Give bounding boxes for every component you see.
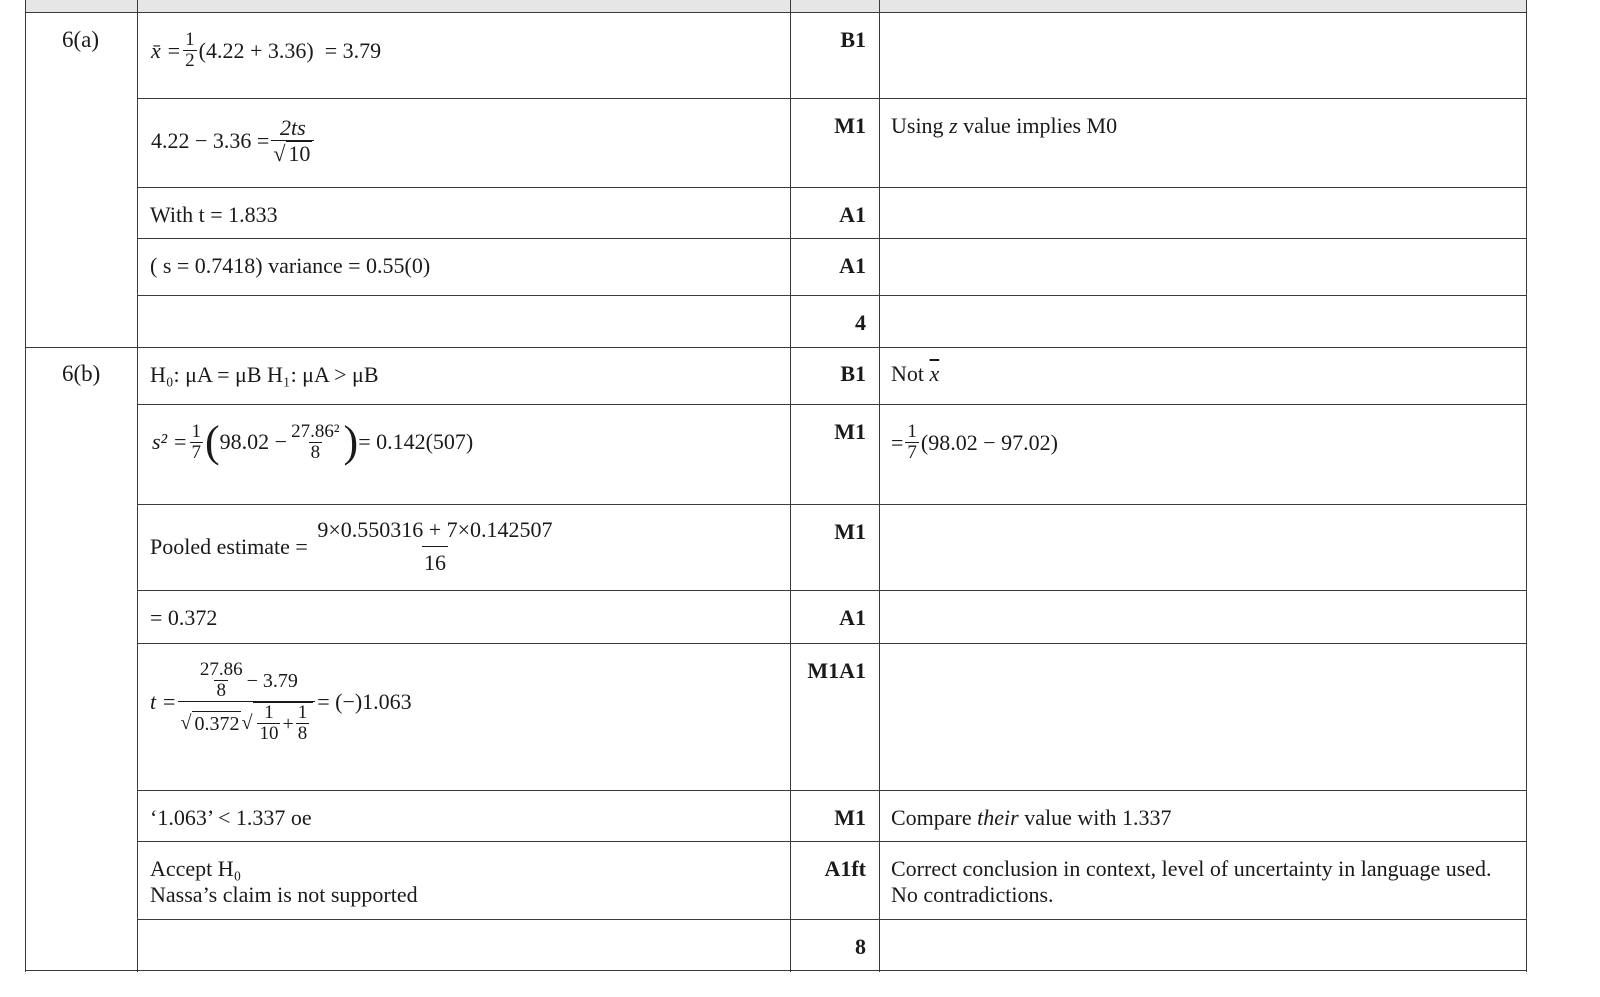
answer-6b-pooled-value: = 0.372 (150, 605, 218, 630)
question-label-6a: 6(a) (62, 27, 100, 52)
answer-6a-t: With t = 1.833 (150, 202, 278, 227)
mark-6b-5: M1A1 (807, 658, 866, 683)
mark-6b-6: M1 (834, 805, 866, 830)
conclusion-line-1: Accept H₀ (150, 856, 242, 881)
guidance-6b-1: Not $\overline{x}$ (891, 361, 940, 386)
guidance-6b-2: = $\frac{1}{7}$ (98.02 − 97.02) (891, 421, 1058, 463)
answer-6b-comparison: ‘1.063’ < 1.337 oe (150, 805, 312, 830)
answer-6b-variance: s² = $\frac{1}{7}$ ( 98.02 − $\frac{\text{27.86²}}{8}$ ) = 0.142(507) (152, 417, 474, 466)
mark-6a-3: A1 (839, 202, 866, 227)
mark-6b-4: A1 (839, 605, 866, 630)
mark-6b-1: B1 (840, 361, 866, 386)
answer-6a-variance: ( s = 0.7418) variance = 0.55(0) (150, 253, 431, 278)
answer-6b-pooled: Pooled estimate = $\frac{9\times 0.550316 + 7\times 0.142507}{16}$ (150, 517, 553, 575)
answer-6b-t-statistic: t = $\frac{27.86}{8}$ − 3.79 √ 0.372 √ $\frac{1}{10}$ + $\frac{1}{8}$ = (−)1.063 (150, 659, 412, 744)
mark-6a-2: M1 (834, 113, 866, 138)
guidance-6b-6: Compare their value with 1.337 (891, 805, 1172, 830)
answer-6a-interval: 4.22 − 3.36 = $\frac{2ts}{√ 10}$ (151, 116, 316, 166)
guidance-6a-2: Using z value implies M0 (891, 113, 1118, 138)
conclusion-line-2: Nassa’s claim is not supported (150, 882, 418, 907)
mark-6b-2: M1 (834, 419, 866, 444)
answer-6b-hypotheses: H₀: μA = μB H₁: μA > μB (150, 362, 379, 387)
mark-6a-1: B1 (840, 27, 866, 52)
answer-6b-conclusion (150, 856, 418, 908)
answer-6a-mean: x̄ = $\frac{1}{2}$ (4.22 + 3.36) = 3.79 (151, 29, 382, 71)
question-label-6b: 6(b) (62, 361, 101, 386)
mark-6b-3: M1 (834, 519, 866, 544)
mark-6b-total: 8 (855, 934, 866, 959)
mark-6b-7: A1ft (824, 856, 866, 881)
mark-6a-total: 4 (855, 310, 866, 335)
mark-6a-4: A1 (839, 253, 866, 278)
guidance-6b-7: Correct conclusion in context, level of uncertainty in language used. No contradictions. (891, 856, 1492, 907)
